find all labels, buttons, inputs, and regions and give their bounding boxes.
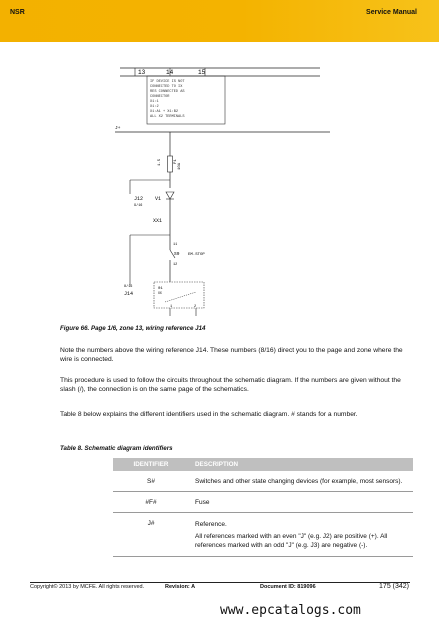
connector-sub: XX bbox=[158, 291, 162, 295]
paragraph-1: Note the numbers above the wiring reference J14. These numbers (8/16) direct you to the page and zone where the wire is connected. bbox=[60, 347, 403, 364]
footer-divider bbox=[30, 582, 410, 583]
note-line-2: CONNECTED TO IX bbox=[150, 85, 183, 89]
zone-15: 15 bbox=[198, 69, 206, 76]
footer-page-number: 175 (342) bbox=[379, 583, 409, 590]
term-11: 11 bbox=[173, 243, 178, 247]
table-caption: Table 8. Schematic diagram identifiers bbox=[60, 445, 173, 452]
note-line-4: CONNECTOR bbox=[150, 95, 170, 99]
row-description: Switches and other state changing devices (for example, most sensors). bbox=[189, 471, 413, 492]
header-brand: NSR bbox=[10, 9, 25, 16]
bus-label: J+ bbox=[115, 126, 121, 131]
j12-label: J12 bbox=[134, 196, 144, 202]
table-row bbox=[113, 492, 413, 513]
watermark-url: www.epcatalogs.com bbox=[220, 603, 361, 618]
fuse-value: 10A bbox=[178, 162, 182, 170]
conn-pin-a: 1 bbox=[170, 305, 173, 309]
header-description: DESCRIPTION bbox=[189, 458, 413, 471]
row-identifier: S# bbox=[113, 471, 189, 492]
connector-top: 01 bbox=[158, 287, 163, 291]
schematic-figure bbox=[110, 60, 350, 320]
note-line-7: X1:A1 + X1:B2 bbox=[150, 110, 179, 114]
table-header-row bbox=[113, 458, 413, 471]
footer-revision: Revision: A bbox=[165, 584, 196, 590]
zone-14: 14 bbox=[166, 69, 174, 76]
table-row bbox=[113, 513, 413, 557]
note-line-1: IF DEVICE IS NOT bbox=[150, 80, 185, 84]
note-line-5: X1:1 bbox=[150, 100, 159, 104]
fuse-ref: 1.5 bbox=[158, 158, 162, 166]
s9-label: S9 bbox=[174, 252, 180, 257]
v1-label: V1 bbox=[155, 196, 162, 202]
row-description: Fuse bbox=[189, 492, 413, 513]
figure-caption: Figure 66. Page 1/6, zone 13, wiring reference J14 bbox=[60, 325, 206, 332]
row-description bbox=[189, 513, 413, 557]
header-title: Service Manual bbox=[366, 9, 417, 16]
term-12: 12 bbox=[173, 263, 178, 267]
paragraph-2: This procedure is used to follow the circuits throughout the schematic diagram. If the numbers are given without the slash (/), the connection is on the same page of the schematics. bbox=[60, 377, 401, 394]
footer-document-id: Document ID: 819096 bbox=[260, 584, 316, 590]
row-identifier: #F# bbox=[113, 492, 189, 513]
paragraph-3: Table 8 below explains the different identifiers used in the schematic diagram. # stands for a number. bbox=[60, 411, 358, 418]
note-line-3: RES CONNECTED AS bbox=[150, 90, 185, 94]
zone-13: 13 bbox=[138, 69, 146, 76]
page-header bbox=[0, 0, 439, 42]
table-row bbox=[113, 471, 413, 492]
conn-pin-b: 2 bbox=[194, 305, 197, 309]
j14-label: J14 bbox=[124, 291, 134, 297]
row-identifier: J# bbox=[113, 513, 189, 557]
j12-ref: 9/16 bbox=[134, 204, 143, 208]
s9-text: EM.STOP bbox=[188, 253, 205, 257]
footer-copyright: Copyright© 2013 by MCFE. All rights reserved. bbox=[30, 584, 145, 590]
header-identifier: IDENTIFIER bbox=[113, 458, 189, 471]
identifiers-table bbox=[113, 458, 413, 557]
note-line-6: X1:2 bbox=[150, 105, 159, 109]
xx1-label: XX1 bbox=[153, 218, 163, 224]
row-description-main: Reference. bbox=[195, 521, 227, 528]
schematic-svg bbox=[110, 60, 350, 320]
row-description-note: All references marked with an even "J" (e.g. J2) are positive (+). All references marked with an odd "J" (e.g. J3) are negative (-). bbox=[195, 533, 388, 549]
j14-ref: 8/16 bbox=[124, 285, 133, 289]
fuse-label: F1 bbox=[174, 159, 178, 164]
note-line-8: ALL X2 TERMINALS bbox=[150, 115, 185, 119]
